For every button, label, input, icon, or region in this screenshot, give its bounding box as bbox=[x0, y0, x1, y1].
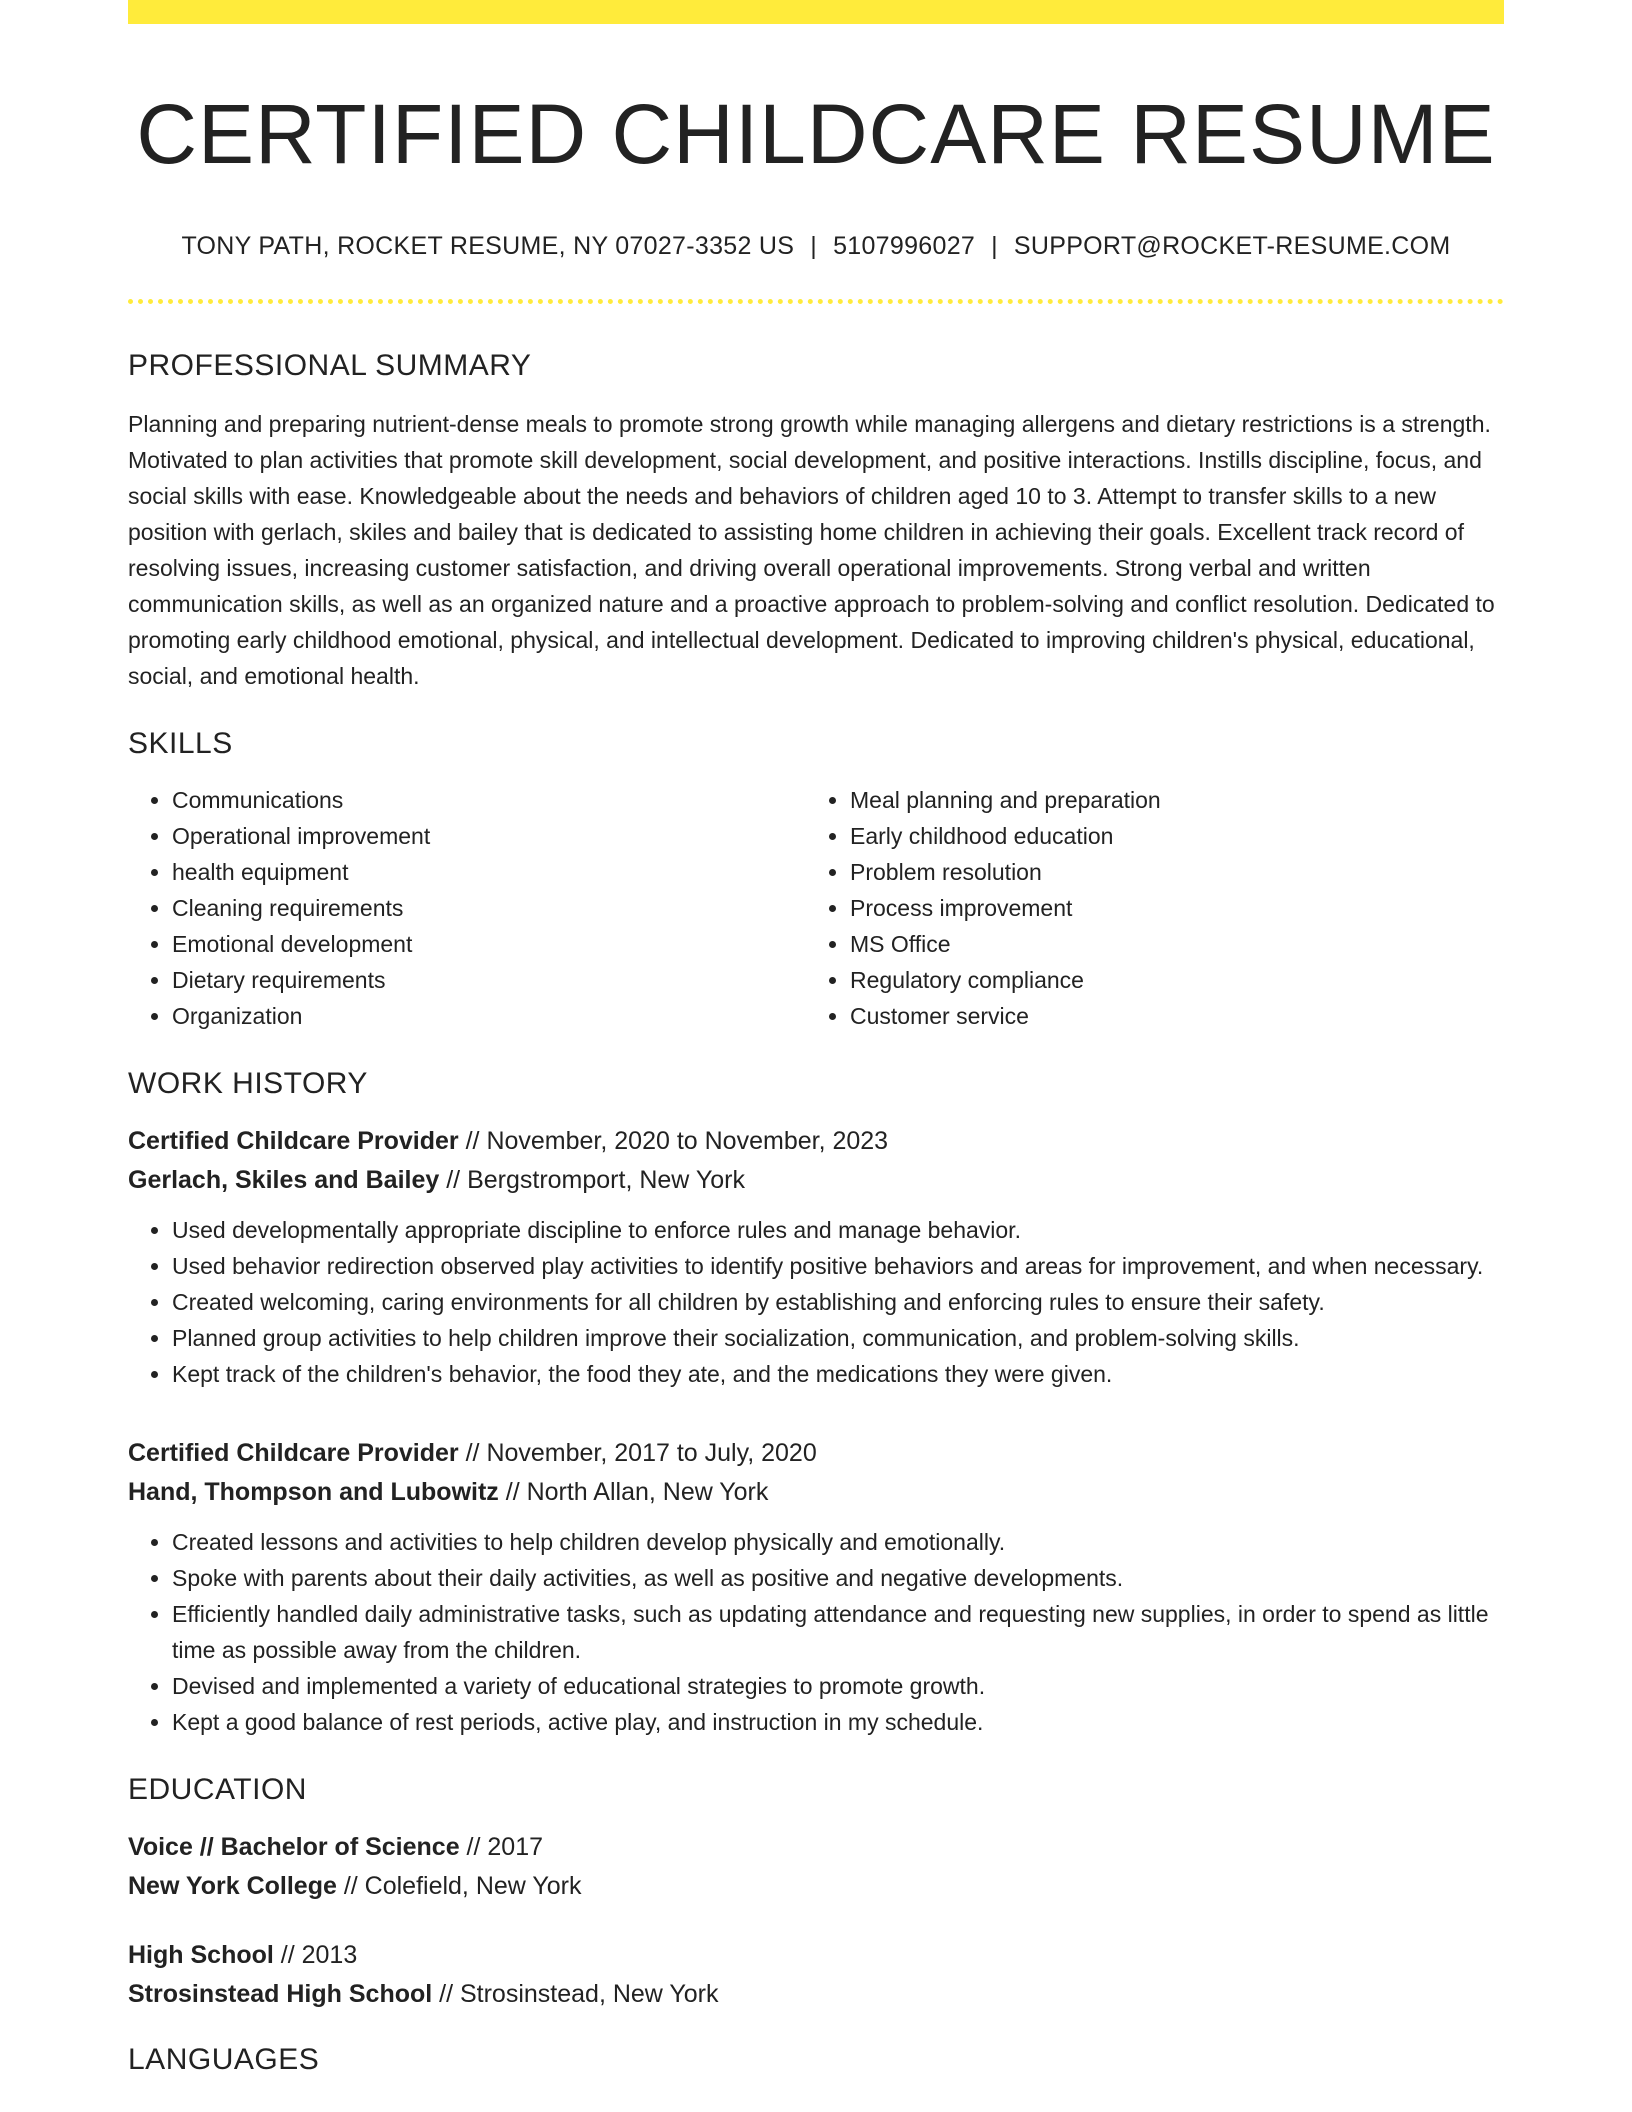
job-bullets bbox=[128, 1524, 1504, 1740]
job-company: Hand, Thompson and Lubowitz bbox=[128, 1477, 499, 1506]
education-year: // 2013 bbox=[273, 1940, 358, 1969]
skills-column-right bbox=[806, 782, 1484, 1034]
job-bullet: • Devised and implemented a variety of educational strategies to promote growth. bbox=[172, 1668, 1504, 1704]
skills-grid bbox=[128, 782, 1504, 1034]
job-location: // Bergstromport, New York bbox=[439, 1165, 745, 1194]
skill-item: • Customer service bbox=[850, 998, 1484, 1034]
summary-text: Planning and preparing nutrient-dense meals to promote strong growth while managing allergens and dietary restrictions is a strength. Motivated to plan activities that promote skill development, social development, and positive interactions. Instills discipline, focus, and social skills with ease. Knowledgeable about the needs and behaviors of children aged 10 to 3. Attempt to transfer skills to a new position with gerlach, skiles and bailey that is dedicated to assisting home children in achieving their goals. Excellent track record of resolving issues, increasing customer satisfaction, and driving overall operational improvements. Strong verbal and written communication skills, as well as an organized nature and a proactive approach to problem-solving and conflict resolution. Dedicated to promoting early childhood emotional, physical, and intellectual development. Dedicated to improving children's physical, educational, social, and emotional health. bbox=[128, 410, 1495, 689]
education-degree-line bbox=[128, 1828, 1504, 1867]
skill-item: • Problem resolution bbox=[850, 854, 1484, 890]
contact-phone: 5107996027 bbox=[833, 231, 976, 260]
skill-item: • Process improvement bbox=[850, 890, 1484, 926]
education-degree: Voice // Bachelor of Science bbox=[128, 1832, 460, 1861]
education-heading: EDUCATION bbox=[128, 1772, 307, 1806]
education-year: // 2017 bbox=[459, 1832, 544, 1861]
job-bullet: • Kept a good balance of rest periods, active play, and instruction in my schedule. bbox=[172, 1704, 1504, 1740]
job-bullet: • Spoke with parents about their daily activities, as well as positive and negative developments. bbox=[172, 1560, 1504, 1596]
job-dates: // November, 2020 to November, 2023 bbox=[458, 1126, 889, 1155]
education-entry bbox=[128, 1936, 1504, 2014]
skill-item: • Operational improvement bbox=[172, 818, 806, 854]
job-bullet: • Created welcoming, caring environments for all children by establishing and enforcing rules to ensure their safety. bbox=[172, 1284, 1504, 1320]
skill-item: • MS Office bbox=[850, 926, 1484, 962]
contact-address: TONY PATH, ROCKET RESUME, NY 07027-3352 US bbox=[181, 231, 795, 260]
languages-heading: LANGUAGES bbox=[128, 2042, 320, 2076]
job-dates: // November, 2017 to July, 2020 bbox=[458, 1438, 817, 1467]
skill-item: • Emotional development bbox=[172, 926, 806, 962]
skill-item: • Communications bbox=[172, 782, 806, 818]
skill-item: • health equipment bbox=[172, 854, 806, 890]
education-location: // Strosinstead, New York bbox=[432, 1979, 719, 2008]
dotted-divider bbox=[128, 299, 1504, 304]
skills-column-left bbox=[128, 782, 806, 1034]
skill-item: • Cleaning requirements bbox=[172, 890, 806, 926]
accent-top-bar bbox=[128, 0, 1504, 24]
skill-item: • Dietary requirements bbox=[172, 962, 806, 998]
job-company-line bbox=[128, 1161, 1504, 1200]
education-degree: High School bbox=[128, 1940, 274, 1969]
education-school-line bbox=[128, 1867, 1504, 1906]
job-entry bbox=[128, 1122, 1504, 1392]
education-school: Strosinstead High School bbox=[128, 1979, 433, 2008]
job-bullet: • Planned group activities to help children improve their socialization, communication, and problem-solving skills. bbox=[172, 1320, 1504, 1356]
job-bullet: • Kept track of the children's behavior, the food they ate, and the medications they were given. bbox=[172, 1356, 1504, 1392]
job-title-line bbox=[128, 1434, 1504, 1473]
contact-email: SUPPORT@ROCKET-RESUME.COM bbox=[1013, 231, 1451, 260]
job-title: Certified Childcare Provider bbox=[128, 1438, 459, 1467]
summary-heading: PROFESSIONAL SUMMARY bbox=[128, 348, 532, 382]
job-bullet: • Created lessons and activities to help children develop physically and emotionally. bbox=[172, 1524, 1504, 1560]
job-bullet: • Efficiently handled daily administrative tasks, such as updating attendance and requesting new supplies, in order to spend as little time as possible away from the children. bbox=[172, 1596, 1504, 1668]
skill-item: • Organization bbox=[172, 998, 806, 1034]
contact-line bbox=[128, 231, 1504, 261]
job-company: Gerlach, Skiles and Bailey bbox=[128, 1165, 440, 1194]
education-location: // Colefield, New York bbox=[336, 1871, 582, 1900]
job-bullet: • Used behavior redirection observed play activities to identify positive behaviors and areas for improvement, and when necessary. bbox=[172, 1248, 1504, 1284]
education-entry bbox=[128, 1828, 1504, 1906]
contact-separator: | bbox=[991, 231, 998, 260]
work-history-heading: WORK HISTORY bbox=[128, 1066, 368, 1100]
education-degree-line bbox=[128, 1936, 1504, 1975]
job-bullet: • Used developmentally appropriate discipline to enforce rules and manage behavior. bbox=[172, 1212, 1504, 1248]
job-bullets bbox=[128, 1212, 1504, 1392]
education-school: New York College bbox=[128, 1871, 337, 1900]
education-school-line bbox=[128, 1975, 1504, 2014]
resume-title: CERTIFIED CHILDCARE RESUME bbox=[136, 87, 1496, 181]
job-location: // North Allan, New York bbox=[498, 1477, 769, 1506]
job-entry bbox=[128, 1434, 1504, 1740]
job-title: Certified Childcare Provider bbox=[128, 1126, 459, 1155]
skill-item: • Early childhood education bbox=[850, 818, 1484, 854]
skill-item: • Meal planning and preparation bbox=[850, 782, 1484, 818]
job-title-line bbox=[128, 1122, 1504, 1161]
contact-separator: | bbox=[810, 231, 818, 260]
skills-heading: SKILLS bbox=[128, 726, 233, 760]
resume-page bbox=[128, 0, 1504, 2078]
job-company-line bbox=[128, 1473, 1504, 1512]
skill-item: • Regulatory compliance bbox=[850, 962, 1484, 998]
